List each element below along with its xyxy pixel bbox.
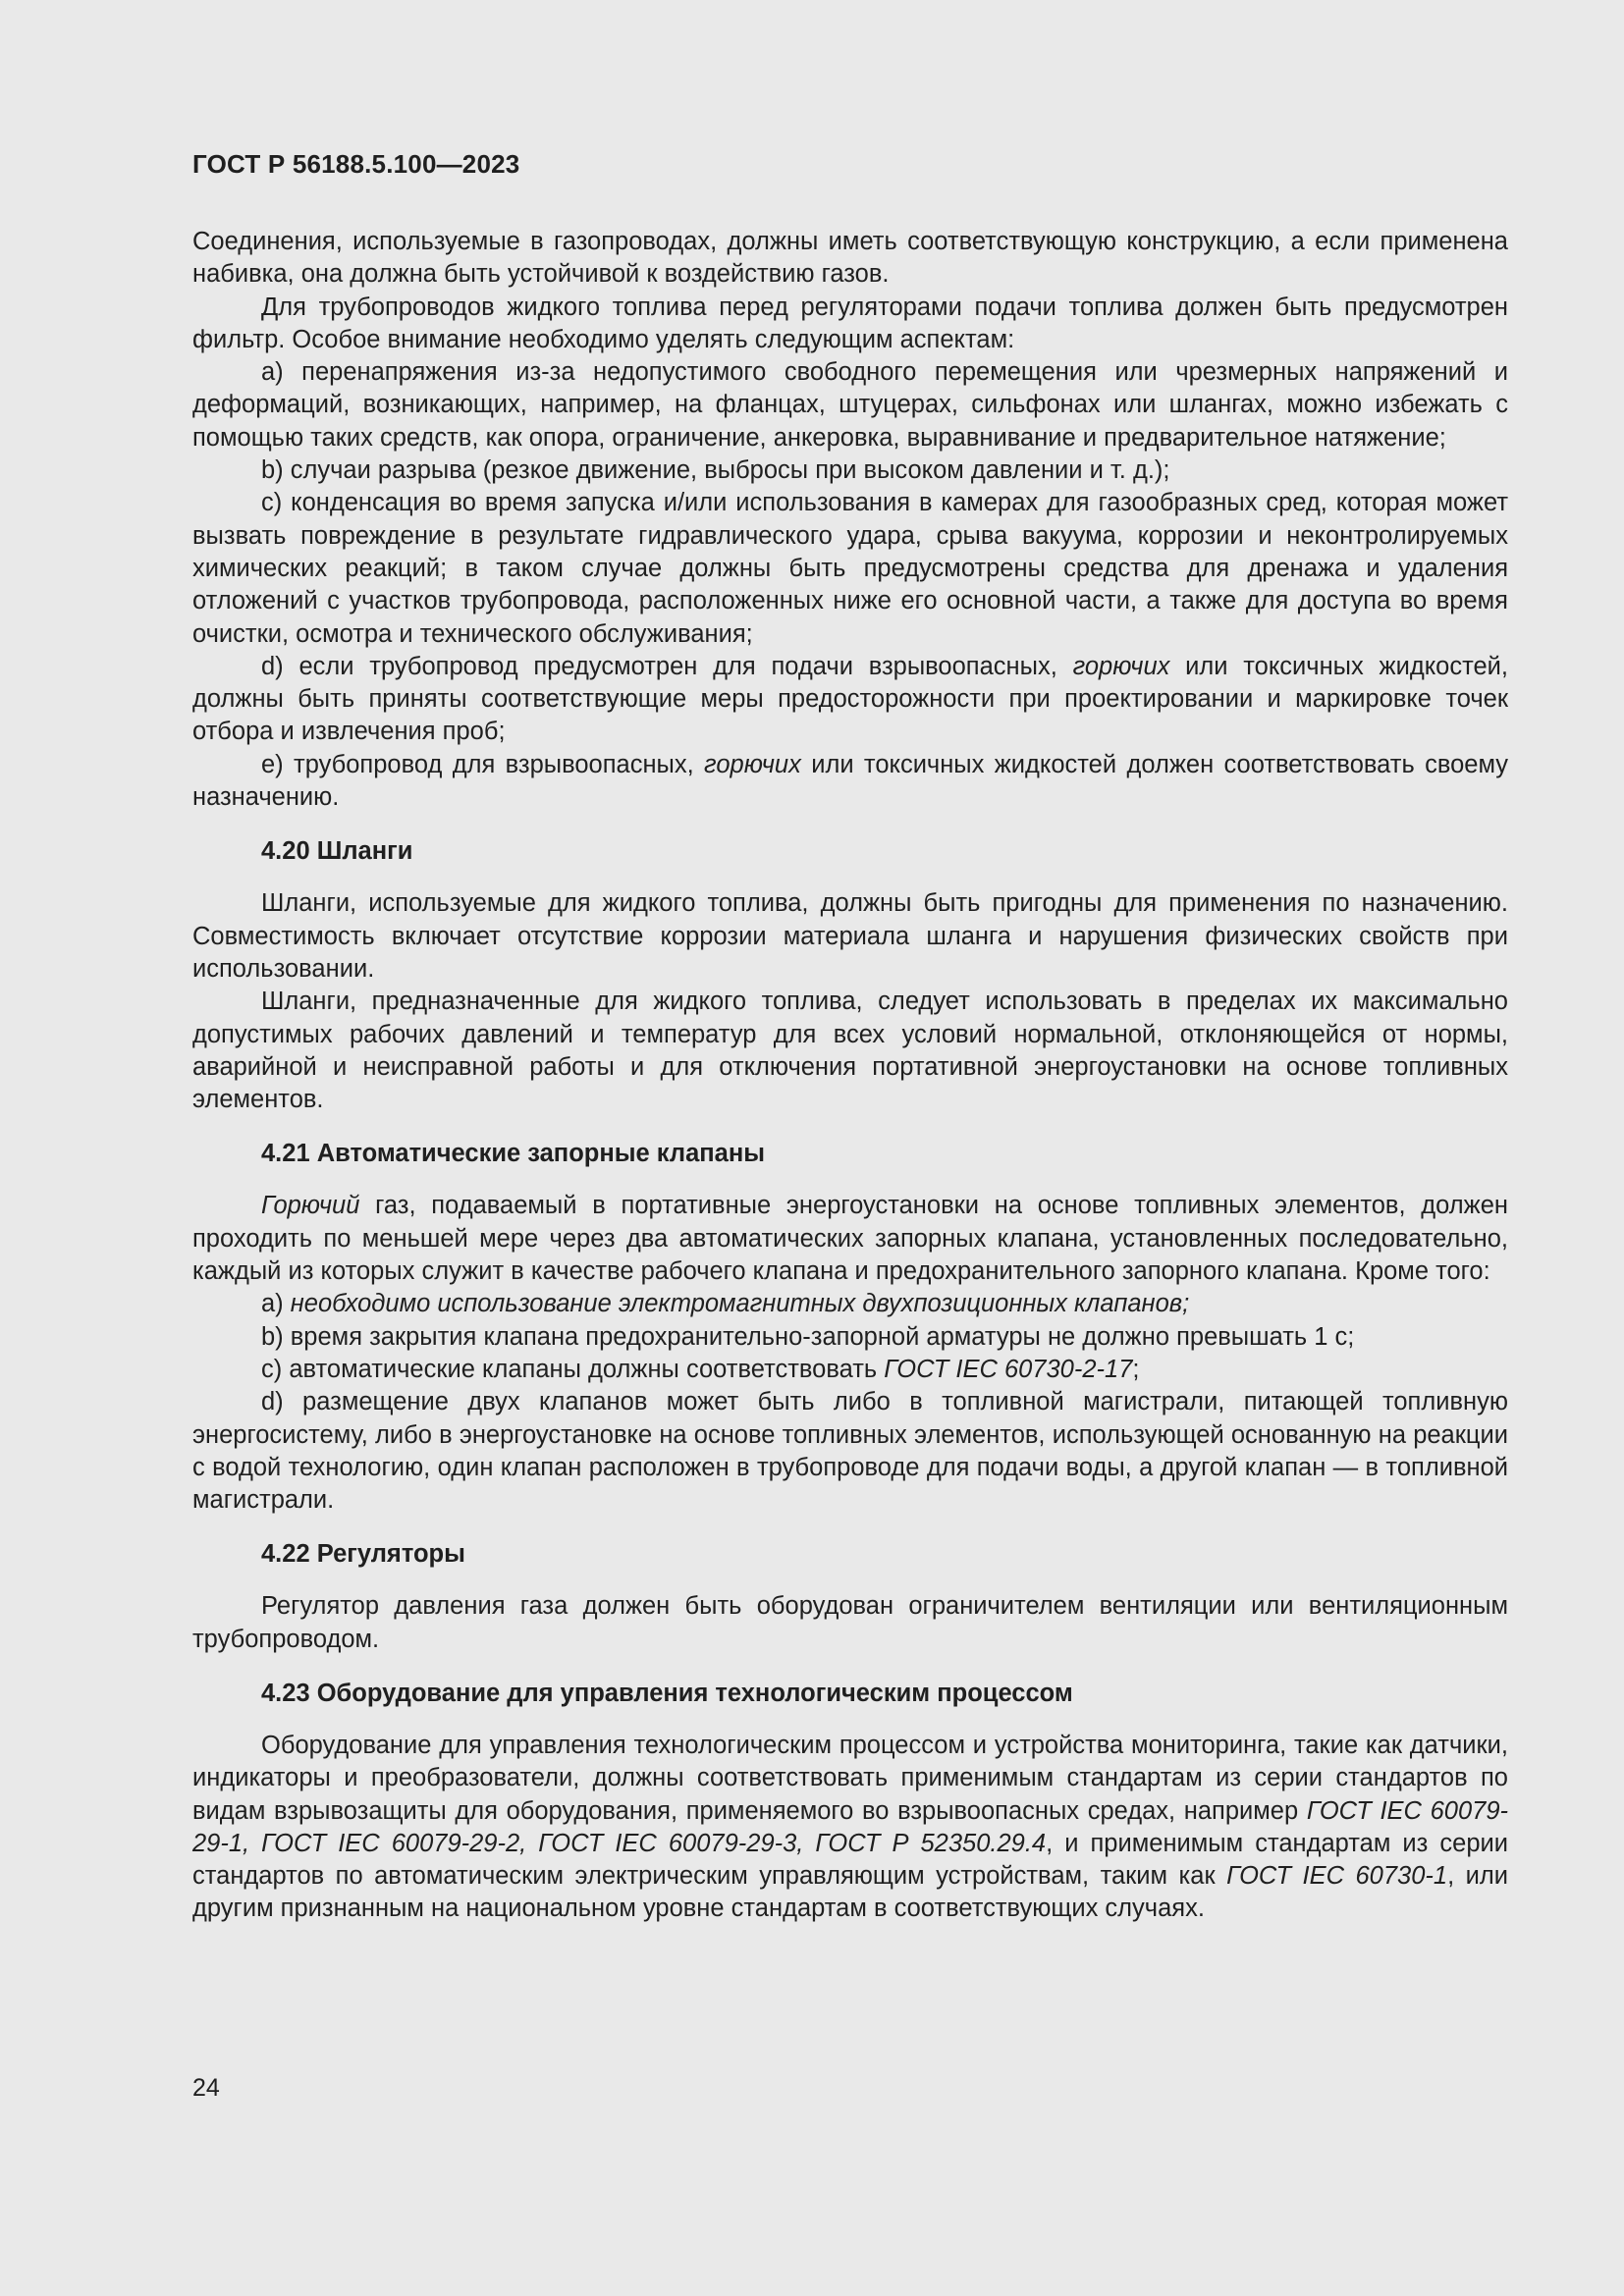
standard-reference: ГОСТ IEC 60730-1 — [1226, 1862, 1448, 1891]
text-span: газ, подаваемый в портативные энергоустановки на основе топливных элементов, должен проходить по меньшей мере через два автоматических запорных клапана, установленных последовательно, каждый из которых служит в качестве рабочего клапана и предохранительного запорного клапана. Кроме того: — [192, 1192, 1508, 1286]
paragraph-hoses-suitability: Шланги, используемые для жидкого топлива, должны быть пригодны для применения по назначению. Совместимость включает отсутствие коррозии материала шланга и нарушения физических свойств при использовании. — [192, 889, 1508, 983]
emphasis-term: горючих — [704, 750, 801, 778]
paragraph-shutoff-valves — [192, 1190, 1508, 1288]
list-item-b: b) время закрытия клапана предохранительно-запорной арматуры не должно превышать 1 с; — [261, 1322, 1355, 1351]
list-item-a: а) перенапряжения из-за недопустимого свободного перемещения или чрезмерных напряжений и деформаций, возникающих, например, на фланцах, штуцерах, сильфонах или шлангах, можно избежать с помощью таких средств, как опора, ограничение, анкеровка, выравнивание и предварительное натяжение; — [192, 358, 1508, 452]
list-item-c: c) конденсация во время запуска и/или использования в камерах для газообразных сред, которая может вызвать повреждение в результате гидравлического удара, срыва вакуума, коррозии и неконтролируемых химических реакций; в таком случае должны быть предусмотрены средства для дренажа и удаления отложений с участков трубопровода, расположенных ниже его основной части, а также для доступа во время очистки, осмотра и технического обслуживания; — [192, 489, 1508, 648]
page-number: 24 — [192, 2074, 220, 2102]
text-span: а) — [261, 1290, 291, 1318]
emphasis-term: Горючий — [261, 1192, 360, 1220]
paragraph-hoses-limits: Шланги, предназначенные для жидкого топлива, следует использовать в пределах их максимально допустимых рабочих давлений и температур для всех условий нормальной, отклоняющейся от нормы, аварийной и неисправной работы и для отключения портативной энергоустановки на основе топливных элементов. — [192, 988, 1508, 1114]
list-item-b: b) случаи разрыва (резкое движение, выбросы при высоком давлении и т. д.); — [261, 456, 1170, 485]
emphasis-term: необходимо использование электромагнитных двухпозиционных клапанов; — [290, 1290, 1190, 1318]
list-item-a — [192, 1288, 1508, 1320]
section-heading-4-20: 4.20 Шланги — [261, 837, 413, 866]
list-item-d: d) размещение двух клапанов может быть либо в топливной магистрали, питающей топливную энергосистему, либо в энергоустановке на основе топливных элементов, использующей основанную на реакции с водой технологию, один клапан расположен в трубопроводе для подачи воды, а другой клапан — в топливной магистрали. — [192, 1388, 1508, 1515]
text-span: ; — [1132, 1355, 1140, 1383]
list-item-e — [192, 749, 1508, 815]
document-header: ГОСТ Р 56188.5.100—2023 — [192, 149, 520, 179]
paragraph-joints: Соединения, используемые в газопроводах, должны иметь соответствующую конструкцию, а если применена набивка, она должна быть устойчивой к воздействию газов. — [192, 228, 1508, 289]
standard-reference: ГОСТ IEC 60730-2-17 — [884, 1355, 1133, 1383]
text-span: c) автоматические клапаны должны соответствовать — [261, 1355, 885, 1383]
text-span: d) если трубопровод предусмотрен для подачи взрывоопасных, — [261, 652, 1073, 680]
text-span: или токсичных жидкостей должен соответствовать своему назначению. — [192, 750, 1509, 812]
text-span: , или другим признанным на национальном уровне стандартам в соответствующих случаях. — [192, 1862, 1508, 1923]
section-heading-4-21: 4.21 Автоматические запорные клапаны — [261, 1140, 766, 1168]
list-item-c — [192, 1354, 1508, 1386]
document-page — [192, 147, 1508, 1926]
standard-reference: ГОСТ IEC 60079-29-1, ГОСТ IEC 60079-29-2, ГОСТ IEC 60079-29-3, ГОСТ Р 52350.29.4 — [192, 1796, 1508, 1857]
section-heading-4-22: 4.22 Регуляторы — [261, 1540, 465, 1569]
text-span: e) трубопровод для взрывоопасных, — [261, 750, 705, 778]
text-span: Оборудование для управления технологическим процессом и устройства мониторинга, такие как датчики, индикаторы и преобразователи, должны соответствовать применимым стандартам из серии стандартов по видам взрывозащиты для оборудования, применяемого во взрывоопасных средах, например — [192, 1731, 1508, 1825]
paragraph-fuel-filter: Для трубопроводов жидкого топлива перед регуляторами подачи топлива должен быть предусмотрен фильтр. Особое внимание необходимо уделять следующим аспектам: — [192, 293, 1508, 353]
emphasis-term: горючих — [1072, 652, 1170, 680]
text-span: , и применимым стандартам из серии стандартов по автоматическим электрическим управляющим устройствам, таким как — [192, 1829, 1508, 1891]
section-heading-4-23: 4.23 Оборудование для управления технологическим процессом — [261, 1679, 1073, 1707]
paragraph-process-control — [192, 1730, 1508, 1926]
text-span: или токсичных жидкостей, должны быть приняты соответствующие меры предосторожности при проектировании и маркировке точек отбора и извлечения проб; — [192, 652, 1508, 746]
list-item-d — [192, 651, 1508, 749]
paragraph-regulators: Регулятор давления газа должен быть оборудован ограничителем вентиляции или вентиляционным трубопроводом. — [192, 1592, 1508, 1653]
